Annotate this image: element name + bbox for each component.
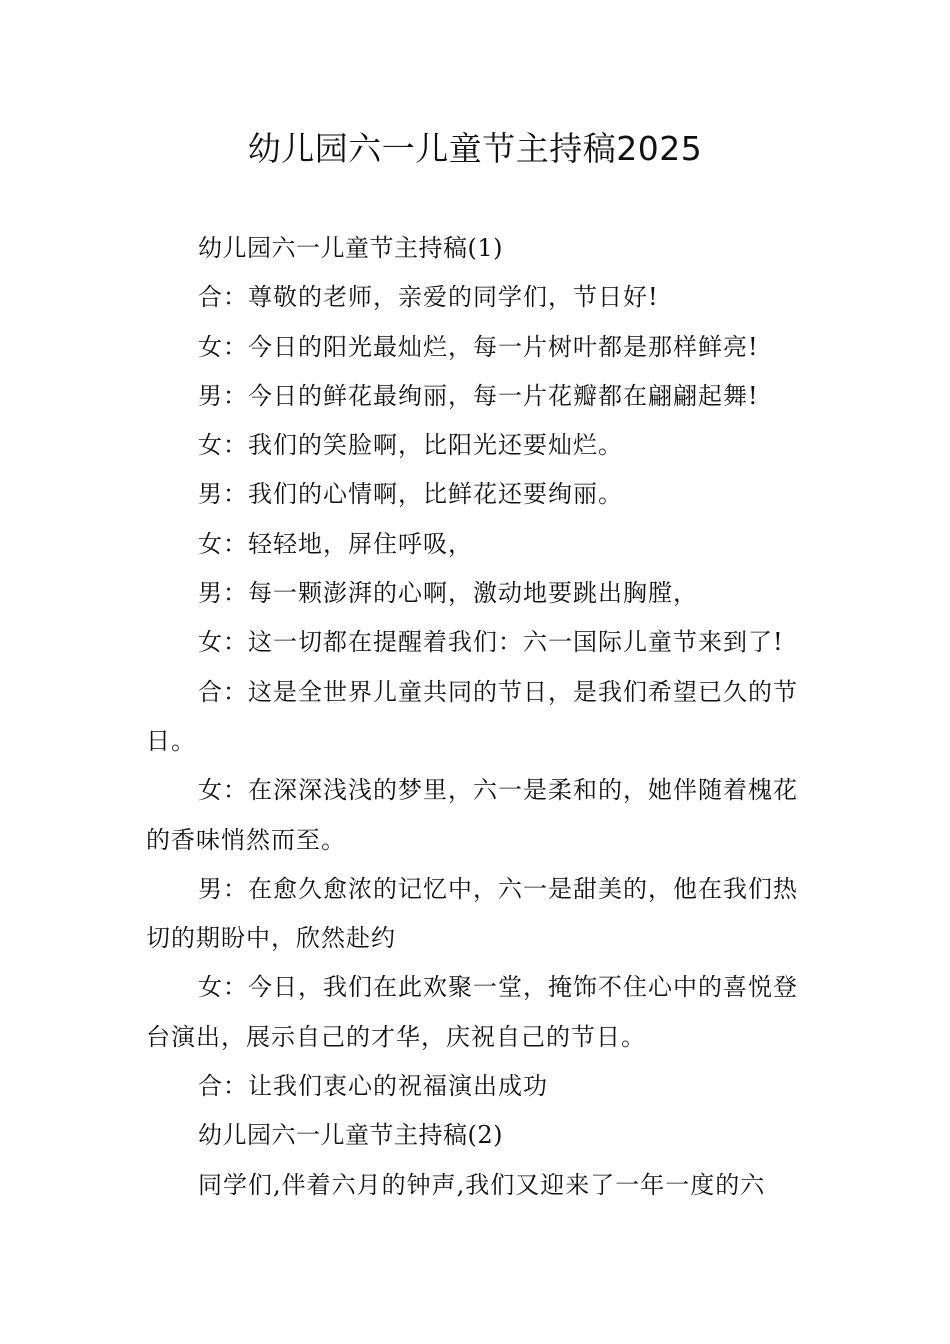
paragraph: 女：今日的阳光最灿烂，每一片树叶都是那样鲜亮!: [198, 332, 759, 361]
section-heading-2: 幼儿园六一儿童节主持稿(2): [198, 1121, 503, 1150]
paragraph: 女：轻轻地，屏住呼吸，: [198, 529, 473, 558]
paragraph: 男：在愈久愈浓的记忆中，六一是甜美的，他在我们热切的期盼中，欣然赴约: [146, 874, 798, 953]
paragraph: 男：我们的心情啊，比鲜花还要绚丽。: [198, 480, 623, 509]
paragraph: 合：尊敬的老师，亲爱的同学们，节日好!: [198, 283, 659, 312]
paragraph: 女：我们的笑脸啊，比阳光还要灿烂。: [198, 431, 623, 460]
document-title: 幼儿园六一儿童节主持稿2025: [247, 129, 703, 168]
paragraph: 男：每一颗澎湃的心啊，激动地要跳出胸膛，: [198, 579, 698, 608]
paragraph: 合：这是全世界儿童共同的节日，是我们希望已久的节日。: [146, 677, 798, 755]
paragraph: 女：这一切都在提醒着我们：六一国际儿童节来到了!: [198, 628, 784, 657]
document-body: [146, 224, 806, 1210]
paragraph: 男：今日的鲜花最绚丽，每一片花瓣都在翩翩起舞!: [198, 381, 759, 410]
paragraph: 合：让我们衷心的祝福演出成功: [198, 1072, 548, 1101]
paragraph: 女：在深深浅浅的梦里，六一是柔和的，她伴随着槐花的香味悄然而至。: [146, 776, 798, 854]
paragraph: 同学们,伴着六月的钟声,我们又迎来了一年一度的六: [198, 1170, 766, 1199]
section-heading-1: 幼儿园六一儿童节主持稿(1): [198, 234, 503, 262]
paragraph: 女：今日，我们在此欢聚一堂，掩饰不住心中的喜悦登台演出，展示自己的才华，庆祝自己的节日。: [146, 973, 798, 1051]
